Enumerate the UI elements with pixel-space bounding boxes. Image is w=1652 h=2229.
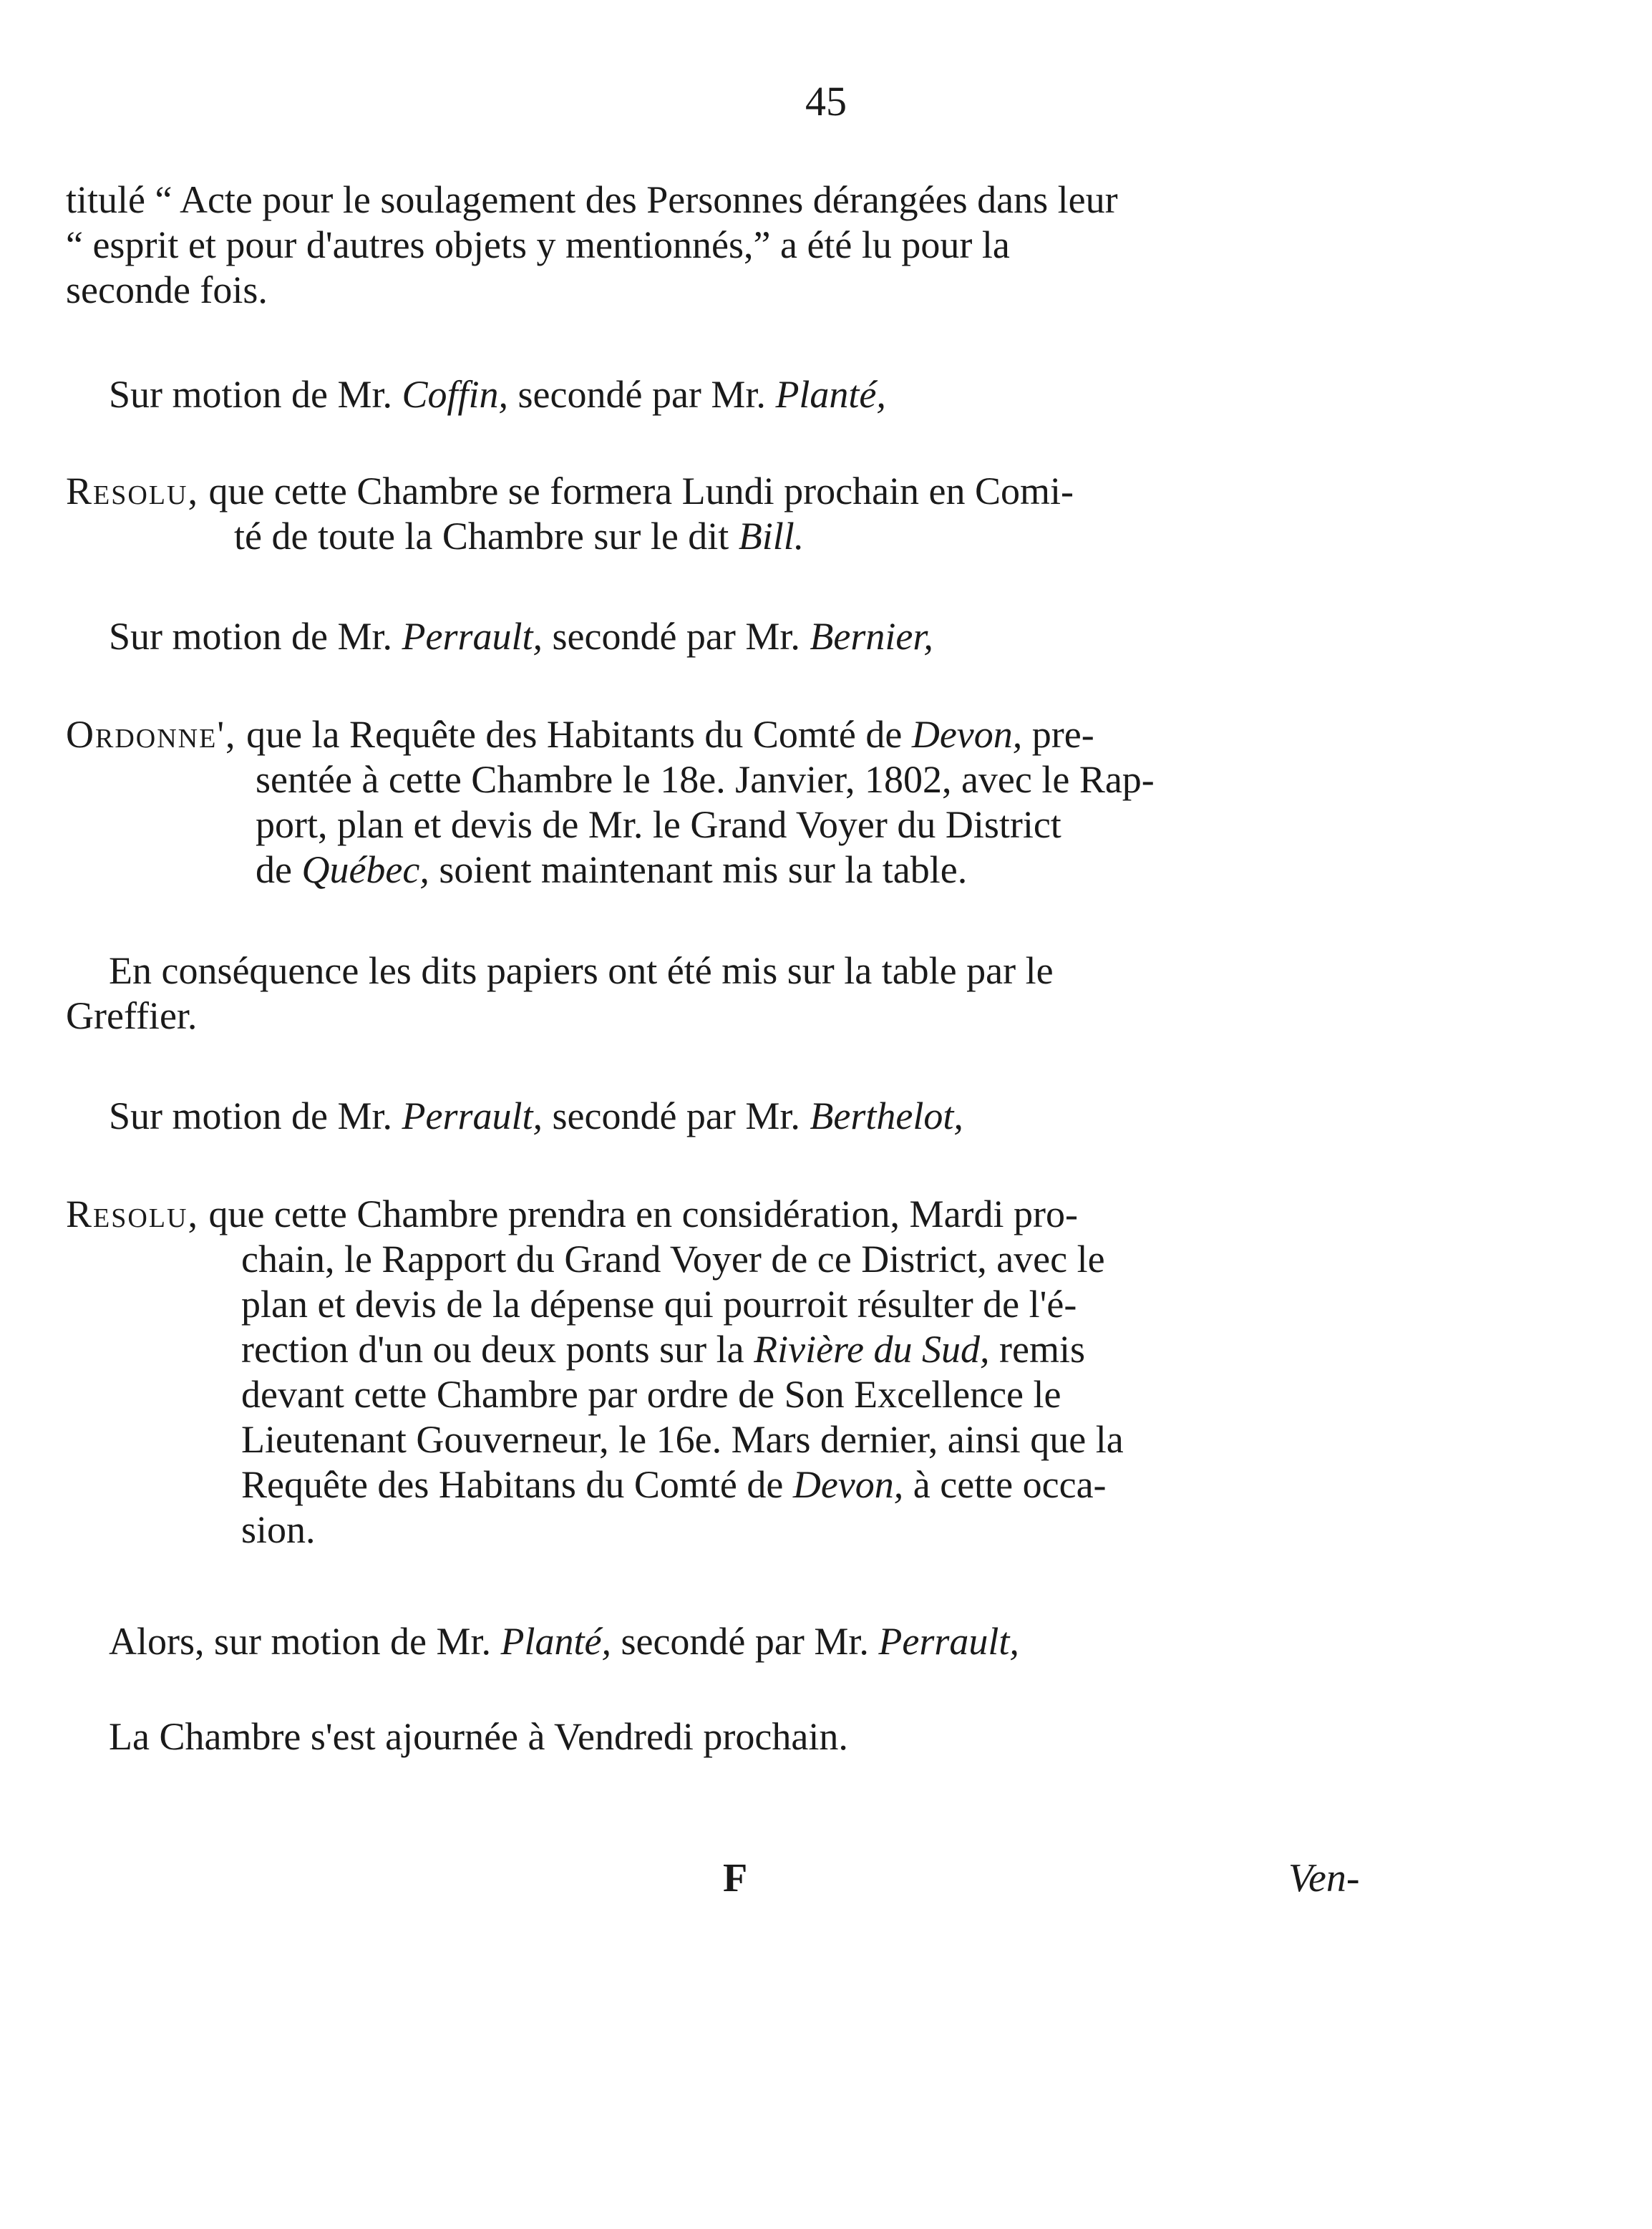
- catchword: Ven-: [1288, 1856, 1360, 1900]
- motion-1-middle: secondé par Mr.: [518, 373, 766, 416]
- resolution-2-line-4-start: rection d'un ou deux ponts sur la: [241, 1328, 744, 1371]
- motion-1-prefix: Sur motion de Mr.: [109, 373, 393, 416]
- resolution-1: [66, 469, 1426, 559]
- motion-4: [66, 1619, 1469, 1664]
- consequence-line-1: En conséquence les dits papiers ont été mis sur la table par le: [109, 949, 1054, 992]
- motion-1-mover: Coffin,: [402, 373, 509, 416]
- motion-1-seconder: Planté,: [775, 373, 886, 416]
- motion-3-seconder: Berthelot,: [810, 1094, 963, 1137]
- motion-2-mover: Perrault,: [402, 615, 543, 658]
- order-line-4-start: de: [256, 848, 292, 891]
- motion-2: [66, 614, 1469, 659]
- motion-2-seconder: Bernier,: [810, 615, 933, 658]
- resolution-1-bill: Bill.: [738, 515, 805, 558]
- resolution-2-line-4: [66, 1327, 1426, 1372]
- consequence-paragraph: [66, 948, 1426, 1039]
- intro-line-2: “ esprit et pour d'autres objets y mentionnés,” a été lu pour la: [66, 223, 1010, 266]
- intro-paragraph: [66, 178, 1426, 313]
- order-line-4-end: soient maintenant mis sur la table.: [439, 848, 968, 891]
- adjournment: La Chambre s'est ajournée à Vendredi prochain.: [109, 1715, 848, 1758]
- order-line-1-end: pre-: [1031, 713, 1094, 756]
- intro-line-1: titulé “ Acte pour le soulagement des Personnes dérangées dans leur: [66, 178, 1118, 221]
- resolution-2-line-6: Lieutenant Gouverneur, le 16e. Mars dernier, ainsi que la: [241, 1418, 1124, 1461]
- order-paragraph: [66, 712, 1426, 893]
- page-number: 45: [805, 78, 847, 125]
- resolution-2-line-7-start: Requête des Habitans du Comté de: [241, 1463, 784, 1506]
- resolution-2-line-2: chain, le Rapport du Grand Voyer de ce District, avec le: [241, 1238, 1105, 1281]
- motion-4-prefix: Alors, sur motion de Mr.: [109, 1620, 491, 1663]
- order-line-2: sentée à cette Chambre le 18e. Janvier, 1802, avec le Rap-: [256, 758, 1155, 801]
- resolution-1-line-2-text: té de toute la Chambre sur le dit: [234, 515, 729, 558]
- resolution-1-label: Resolu,: [66, 470, 199, 513]
- resolution-2-devon: Devon,: [792, 1463, 904, 1506]
- order-line-1-text: que la Requête des Habitants du Comté de: [246, 713, 903, 756]
- motion-1: [66, 372, 1469, 417]
- resolution-1-line-1: que cette Chambre se formera Lundi prochain en Comi-: [208, 470, 1074, 513]
- order-line-3: port, plan et devis de Mr. le Grand Voyer du District: [256, 803, 1061, 846]
- signature-letter: F: [723, 1856, 748, 1900]
- resolution-2-line-8: sion.: [241, 1508, 316, 1551]
- resolution-2-line-7: [66, 1462, 1426, 1507]
- resolution-2-line-7-end: à cette occa-: [913, 1463, 1107, 1506]
- resolution-2-line-1: que cette Chambre prendra en considération, Mardi pro-: [208, 1193, 1078, 1235]
- motion-3-prefix: Sur motion de Mr.: [109, 1094, 393, 1137]
- motion-3-middle: secondé par Mr.: [552, 1094, 800, 1137]
- consequence-line-2: Greffier.: [66, 994, 198, 1037]
- order-line-1-devon: Devon,: [911, 713, 1023, 756]
- resolution-2-line-3: plan et devis de la dépense qui pourroit résulter de l'é-: [241, 1283, 1077, 1326]
- motion-2-middle: secondé par Mr.: [552, 615, 800, 658]
- motion-3: [66, 1094, 1469, 1139]
- resolution-1-line-2: [66, 514, 1426, 559]
- resolution-2-label: Resolu,: [66, 1193, 199, 1235]
- resolution-2-riviere: Rivière du Sud,: [754, 1328, 990, 1371]
- motion-4-mover: Planté,: [500, 1620, 611, 1663]
- order-label: Ordonne',: [66, 713, 237, 756]
- motion-3-mover: Perrault,: [402, 1094, 543, 1137]
- motion-4-seconder: Perrault,: [878, 1620, 1019, 1663]
- resolution-2-line-4-end: remis: [999, 1328, 1085, 1371]
- resolution-2-line-5: devant cette Chambre par ordre de Son Excellence le: [241, 1373, 1061, 1416]
- motion-2-prefix: Sur motion de Mr.: [109, 615, 393, 658]
- order-line-4-quebec: Québec,: [301, 848, 429, 891]
- resolution-2: [66, 1192, 1426, 1553]
- order-line-4: [66, 848, 1426, 893]
- motion-4-middle: secondé par Mr.: [621, 1620, 869, 1663]
- intro-line-3: seconde fois.: [66, 268, 268, 311]
